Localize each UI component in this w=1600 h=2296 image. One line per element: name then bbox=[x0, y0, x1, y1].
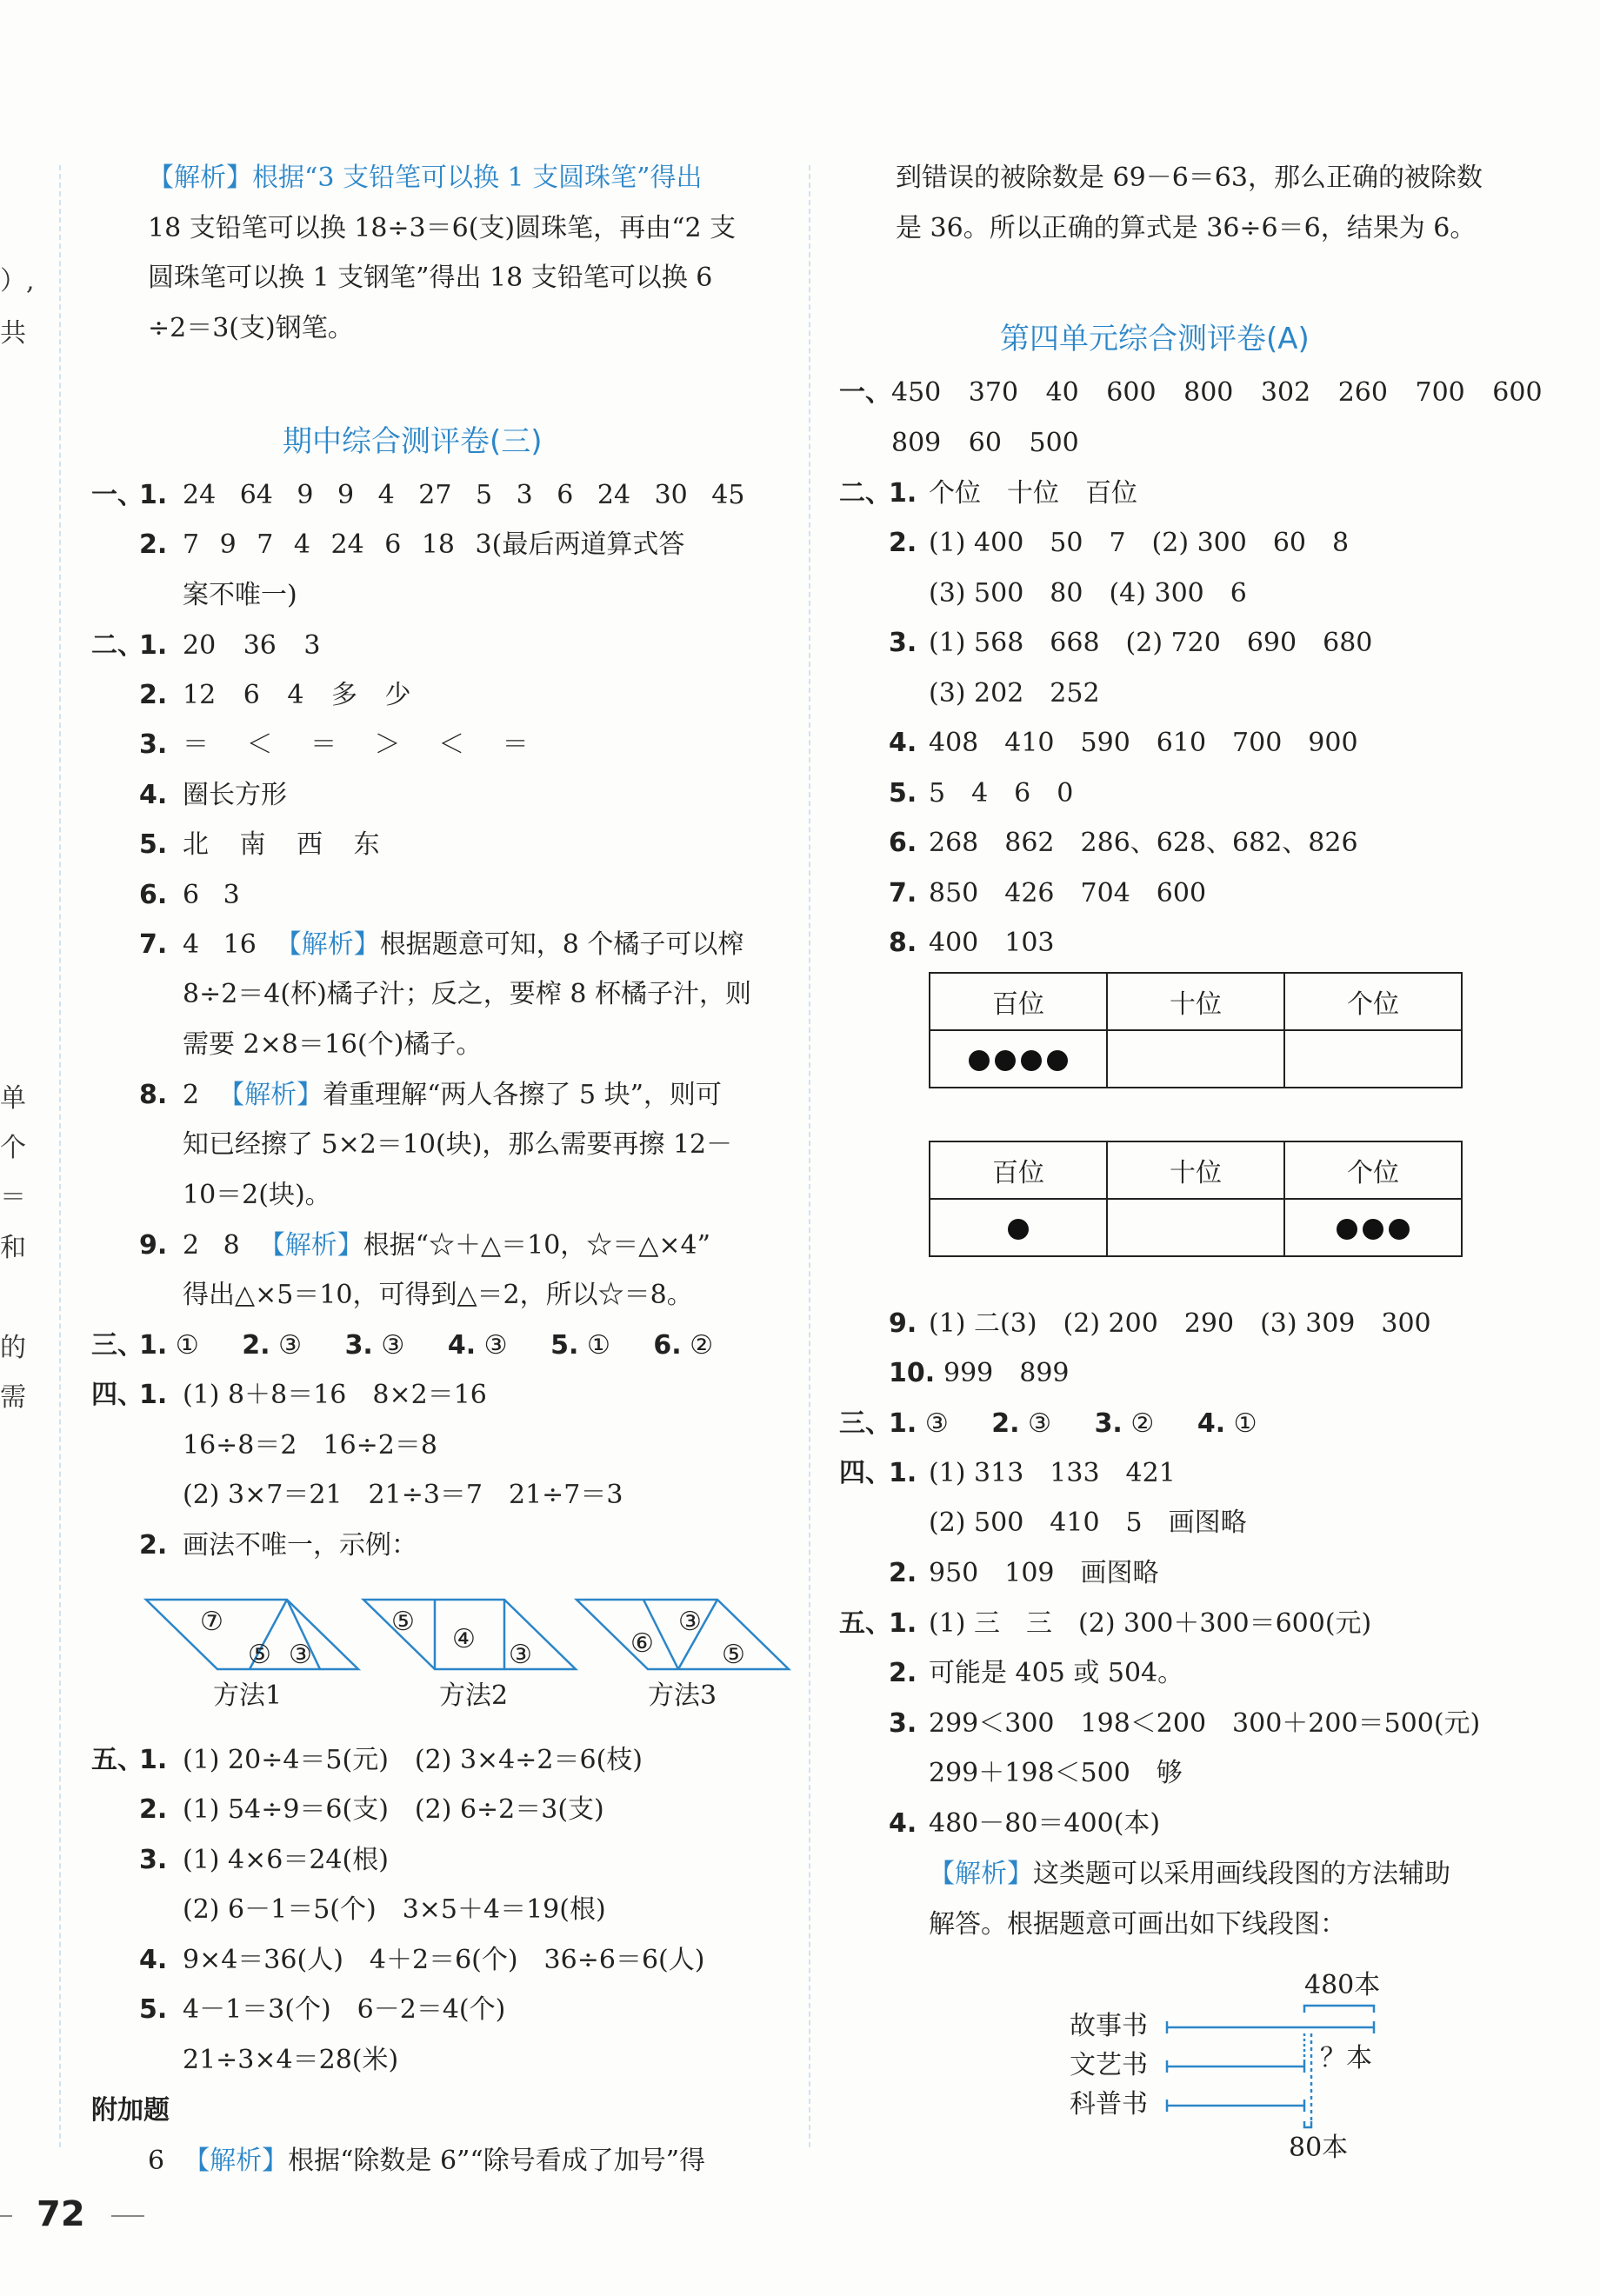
answer-text: 20 36 3 bbox=[183, 630, 321, 661]
question-number: 9. bbox=[139, 1230, 168, 1261]
section-label: 三、 bbox=[839, 1408, 891, 1439]
answer-text: (2) 6－1＝5(个) 3×5＋4＝19(根) bbox=[183, 1894, 606, 1925]
edge-fragment: ＝ bbox=[0, 1182, 26, 1213]
dots-cell bbox=[930, 1030, 1107, 1088]
question-number: 6. bbox=[889, 828, 917, 858]
method3-num-c: ⑤ bbox=[722, 1640, 745, 1670]
answer-text: 7 9 7 4 24 6 18 3(最后两道算式答 bbox=[183, 529, 685, 560]
edge-fragment: 个 bbox=[0, 1133, 26, 1163]
analysis-line bbox=[929, 1857, 1450, 1892]
section-label: 二、 bbox=[839, 478, 891, 509]
answer-text: 299＜300 198＜200 300＋200＝500(元) bbox=[929, 1708, 1481, 1739]
counter-dot bbox=[1047, 1050, 1068, 1071]
answer-text: (3) 202 252 bbox=[929, 678, 1100, 709]
answer-value: 2 bbox=[183, 1080, 200, 1110]
question-number: 5. bbox=[139, 1994, 168, 2025]
analysis-tag: 【解析】 bbox=[218, 1080, 323, 1110]
question-number: 1. bbox=[139, 630, 168, 661]
question-number: 3. bbox=[889, 628, 917, 658]
answer-text: 299＋198＜500 够 bbox=[929, 1758, 1183, 1788]
analysis-tag: 【解析】 bbox=[183, 2146, 289, 2176]
method3-num-a: ⑥ bbox=[630, 1628, 654, 1659]
answer-text: 知已经擦了 5×2＝10(块)，那么需要再擦 12－ bbox=[183, 1129, 733, 1160]
answer-text: (1) 二(3) (2) 200 290 (3) 309 300 bbox=[929, 1308, 1431, 1339]
answer-text: 6 3 bbox=[183, 880, 240, 910]
analysis-tag: 【解析】根据“3 支铅笔可以换 1 支圆珠笔”得出 bbox=[148, 163, 703, 193]
place-value-table-2 bbox=[929, 1141, 1463, 1257]
question-number: 8. bbox=[139, 1080, 168, 1110]
page-rule bbox=[111, 2215, 144, 2217]
answer-text: (1) 400 50 7 (2) 300 60 8 bbox=[929, 528, 1350, 558]
analysis-line: 圆珠笔可以换 1 支钢笔”得出 18 支铅笔可以换 6 bbox=[148, 263, 713, 293]
method3-num-b: ③ bbox=[678, 1607, 702, 1637]
answer-text: (2) 500 410 5 画图略 bbox=[929, 1507, 1247, 1538]
answer-text: 450 370 40 600 800 302 260 700 600 bbox=[891, 377, 1543, 408]
answer-text: 400 103 bbox=[929, 928, 1055, 958]
question-number: 1. bbox=[889, 1408, 917, 1439]
edge-fragment: 和 bbox=[0, 1233, 26, 1263]
answer-text: 21÷3×4＝28(米) bbox=[183, 2045, 399, 2075]
answer-value: ① bbox=[586, 1330, 610, 1361]
counter-dot bbox=[1021, 1050, 1042, 1071]
answer-text: (1) 313 133 421 bbox=[929, 1458, 1176, 1488]
answer-value: 2 8 bbox=[183, 1230, 240, 1261]
question-number: 3. bbox=[1094, 1408, 1123, 1439]
question-number: 4. bbox=[447, 1330, 477, 1361]
answer-text: 需要 2×8＝16(个)橘子。 bbox=[183, 1029, 483, 1060]
answer-value: ① bbox=[1233, 1408, 1257, 1439]
answer-text: 809 60 500 bbox=[891, 428, 1079, 458]
answer-text: 圈长方形 bbox=[183, 780, 287, 810]
analysis-line: 18 支铅笔可以换 18÷3＝6(支)圆珠笔，再由“2 支 bbox=[148, 213, 737, 243]
method1-num-c: ③ bbox=[289, 1640, 312, 1670]
question-number: 4. bbox=[139, 1945, 168, 1975]
question-number: 1. bbox=[889, 478, 917, 509]
answer-text: 950 109 画图略 bbox=[929, 1558, 1159, 1588]
row-label-science: 科普书 bbox=[1070, 2089, 1148, 2120]
edge-fragment: 共 bbox=[0, 318, 26, 349]
section-label: 二、 bbox=[91, 630, 143, 661]
counter-dot bbox=[995, 1050, 1016, 1071]
dots-cell bbox=[1107, 1199, 1284, 1256]
header-ones: 个位 bbox=[1284, 1141, 1462, 1199]
line-segment-diagram bbox=[1061, 1960, 1409, 2160]
method1-num-a: ⑦ bbox=[200, 1607, 223, 1637]
dots-cell bbox=[1107, 1030, 1284, 1088]
section-title: 期中综合测评卷(三) bbox=[283, 424, 543, 459]
answer-text: (2) 3×7＝21 21÷3＝7 21÷7＝3 bbox=[183, 1480, 623, 1510]
method2-label: 方法2 bbox=[439, 1680, 509, 1711]
counter-dot bbox=[969, 1050, 990, 1071]
column-divider bbox=[59, 165, 61, 2147]
dots-cell bbox=[930, 1199, 1107, 1256]
question-number: 1. bbox=[139, 1330, 168, 1361]
question-number: 2. bbox=[139, 1794, 168, 1825]
method2-num-a: ⑤ bbox=[391, 1607, 415, 1637]
edge-fragment: 单 bbox=[0, 1083, 26, 1114]
answer-text: 408 410 590 610 700 900 bbox=[929, 728, 1358, 758]
question-number: 1. bbox=[889, 1458, 917, 1488]
question-number: 2. bbox=[139, 529, 168, 560]
question-number: 8. bbox=[889, 928, 917, 958]
counter-dot bbox=[1008, 1219, 1029, 1240]
choice-answers bbox=[889, 1407, 1257, 1441]
method1-num-b: ⑤ bbox=[248, 1640, 271, 1670]
answer-value: ③ bbox=[483, 1330, 508, 1361]
question-number: 2. bbox=[889, 528, 917, 558]
bonus-label: 附加题 bbox=[91, 2095, 170, 2126]
method2-num-c: ③ bbox=[509, 1640, 532, 1670]
section-title: 第四单元综合测评卷(A) bbox=[1000, 322, 1310, 356]
question-number: 2. bbox=[889, 1658, 917, 1688]
question-number: 7. bbox=[889, 878, 917, 908]
answer-text: (1) 568 668 (2) 720 690 680 bbox=[929, 628, 1373, 658]
answer-value: ③ bbox=[924, 1408, 949, 1439]
method1-label: 方法1 bbox=[213, 1680, 283, 1711]
answer-text: 9×4＝36(人) 4＋2＝6(个) 36÷6＝6(人) bbox=[183, 1945, 705, 1975]
analysis-text: 根据“☆＋△＝10，☆＝△×4” bbox=[363, 1230, 710, 1261]
question-number: 3. bbox=[139, 1845, 168, 1875]
section-label: 四、 bbox=[91, 1380, 143, 1410]
question-number: 2. bbox=[242, 1330, 270, 1361]
method2-num-b: ④ bbox=[452, 1624, 476, 1654]
answer-value: ③ bbox=[278, 1330, 303, 1361]
section-label: 五、 bbox=[91, 1745, 143, 1775]
question-number: 4. bbox=[139, 780, 168, 810]
answer-value: 4 16 bbox=[183, 929, 257, 960]
answer-text: 10＝2(块)。 bbox=[183, 1180, 331, 1210]
question-number: 3. bbox=[139, 729, 168, 760]
section-label: 一、 bbox=[839, 377, 891, 408]
section-label: 四、 bbox=[839, 1458, 891, 1488]
answer-text bbox=[183, 928, 743, 962]
answer-text: (1) 20÷4＝5(元) (2) 3×4÷2＝6(枝) bbox=[183, 1745, 643, 1775]
difference-label: 80本 bbox=[1289, 2133, 1349, 2160]
answer-text: 案不唯一) bbox=[183, 580, 297, 610]
header-hundreds: 百位 bbox=[930, 1141, 1107, 1199]
answer-text: 4－1＝3(个) 6－2＝4(个) bbox=[183, 1994, 506, 2025]
analysis-line: 解答。根据题意可画出如下线段图： bbox=[929, 1909, 1346, 1940]
answer-value: ③ bbox=[381, 1330, 405, 1361]
column-divider bbox=[809, 165, 810, 2147]
analysis-text: 根据“除数是 6”“除号看成了加号”得 bbox=[288, 2146, 706, 2176]
answer-text: (1) 54÷9＝6(支) (2) 6÷2＝3(支) bbox=[183, 1794, 604, 1825]
question-number: 5. bbox=[550, 1330, 579, 1361]
answer-text: 999 899 bbox=[943, 1358, 1070, 1388]
question-number: 2. bbox=[889, 1558, 917, 1588]
question-number: 3. bbox=[889, 1708, 917, 1739]
section-label: 五、 bbox=[839, 1608, 891, 1639]
answer-text: (1) 8＋8＝16 8×2＝16 bbox=[183, 1380, 487, 1410]
question-number: 2. bbox=[991, 1408, 1020, 1439]
question-number: 1. bbox=[889, 1608, 917, 1639]
edge-fragment: ）, bbox=[0, 266, 35, 296]
header-ones: 个位 bbox=[1284, 973, 1462, 1030]
answer-text: 个位 十位 百位 bbox=[929, 478, 1137, 509]
analysis-tag: 【解析】 bbox=[929, 1859, 1033, 1889]
question-number: 4. bbox=[889, 728, 917, 758]
question-number: 9. bbox=[889, 1308, 917, 1339]
dots-cell bbox=[1284, 1199, 1462, 1256]
row-label-story: 故事书 bbox=[1070, 2011, 1148, 2041]
continued-text: 到错误的被除数是 69－6＝63，那么正确的被除数 bbox=[896, 163, 1483, 193]
analysis-text: 着重理解“两人各擦了 5 块”，则可 bbox=[323, 1080, 722, 1110]
question-label: ？本 bbox=[1320, 2043, 1372, 2073]
answer-value: ② bbox=[1130, 1408, 1155, 1439]
analysis-tag: 【解析】 bbox=[258, 1230, 363, 1261]
dots-cell bbox=[1284, 1030, 1462, 1088]
counter-dot bbox=[1389, 1219, 1410, 1240]
answer-text: 12 6 4 多 少 bbox=[183, 680, 411, 710]
header-tens: 十位 bbox=[1107, 973, 1284, 1030]
answer-text: 5 4 6 0 bbox=[929, 778, 1074, 809]
section-label: 一、 bbox=[91, 480, 143, 510]
parallelogram-methods-figure bbox=[139, 1591, 800, 1721]
answer-text bbox=[183, 1078, 722, 1113]
answer-value: ① bbox=[175, 1330, 199, 1361]
answer-text: 268 862 286、628、682、826 bbox=[929, 828, 1358, 858]
counter-dot bbox=[1337, 1219, 1357, 1240]
answer-text: 可能是 405 或 504。 bbox=[929, 1658, 1184, 1688]
question-number: 3. bbox=[344, 1330, 373, 1361]
answer-text: 8÷2＝4(杯)橘子汁；反之，要榨 8 杯橘子汁，则 bbox=[183, 979, 751, 1009]
analysis-text: 这类题可以采用画线段图的方法辅助 bbox=[1033, 1859, 1450, 1889]
answer-value: ② bbox=[690, 1330, 714, 1361]
answer-text: (1) 4×6＝24(根) bbox=[183, 1845, 389, 1875]
header-hundreds: 百位 bbox=[930, 973, 1107, 1030]
analysis-tag: 【解析】 bbox=[275, 929, 380, 960]
question-number: 2. bbox=[139, 680, 168, 710]
answer-text: (3) 500 80 (4) 300 6 bbox=[929, 578, 1247, 609]
continued-text: 是 36。所以正确的算式是 36÷6＝6，结果为 6。 bbox=[896, 213, 1477, 243]
answer-text: 得出△×5＝10，可得到△＝2，所以☆＝8。 bbox=[183, 1280, 693, 1310]
edge-fragment: 的 bbox=[0, 1333, 26, 1363]
answer-text: 北 南 西 东 bbox=[183, 829, 380, 860]
question-number: 1. bbox=[139, 1745, 168, 1775]
answer-text: 画法不唯一，示例： bbox=[183, 1530, 417, 1561]
analysis-text: 根据题意可知，8 个橘子可以榨 bbox=[379, 929, 744, 960]
question-number: 6. bbox=[653, 1330, 682, 1361]
place-value-table-1 bbox=[929, 972, 1463, 1088]
counter-dot bbox=[1363, 1219, 1383, 1240]
method3-label: 方法3 bbox=[648, 1680, 717, 1711]
question-number: 5. bbox=[139, 829, 168, 860]
answer-value: ③ bbox=[1028, 1408, 1052, 1439]
header-tens: 十位 bbox=[1107, 1141, 1284, 1199]
row-label-literature: 文艺书 bbox=[1070, 2050, 1148, 2080]
answer-text: ＝ ＜ ＝ ＞ ＜ ＝ bbox=[183, 729, 529, 760]
analysis-line: ÷2＝3(支)钢笔。 bbox=[148, 313, 354, 343]
answer-text bbox=[148, 2144, 705, 2179]
question-number: 6. bbox=[139, 880, 168, 910]
question-number: 4. bbox=[1197, 1408, 1226, 1439]
question-number: 2. bbox=[139, 1530, 168, 1561]
page-rule bbox=[0, 2215, 12, 2217]
question-number: 10. bbox=[889, 1358, 936, 1388]
analysis-line bbox=[148, 161, 702, 196]
page-number: 72 bbox=[37, 2194, 85, 2234]
question-number: 7. bbox=[139, 929, 168, 960]
answer-text: 16÷8＝2 16÷2＝8 bbox=[183, 1430, 437, 1461]
answer-text: 24 64 9 9 4 27 5 3 6 24 30 45 bbox=[183, 480, 745, 510]
answer-text bbox=[183, 1228, 710, 1263]
choice-answers bbox=[139, 1328, 713, 1363]
question-number: 1. bbox=[139, 1380, 168, 1410]
answer-text: 480－80＝400(本) bbox=[929, 1808, 1161, 1839]
answer-text: 850 426 704 600 bbox=[929, 878, 1207, 908]
total-label: 480本 bbox=[1304, 1970, 1381, 2000]
section-label: 三、 bbox=[91, 1330, 143, 1361]
answer-value: 6 bbox=[148, 2146, 165, 2176]
question-number: 1. bbox=[139, 480, 168, 510]
question-number: 5. bbox=[889, 778, 917, 809]
question-number: 4. bbox=[889, 1808, 917, 1839]
answer-text: (1) 三 三 (2) 300＋300＝600(元) bbox=[929, 1608, 1372, 1639]
edge-fragment: 需 bbox=[0, 1382, 26, 1413]
